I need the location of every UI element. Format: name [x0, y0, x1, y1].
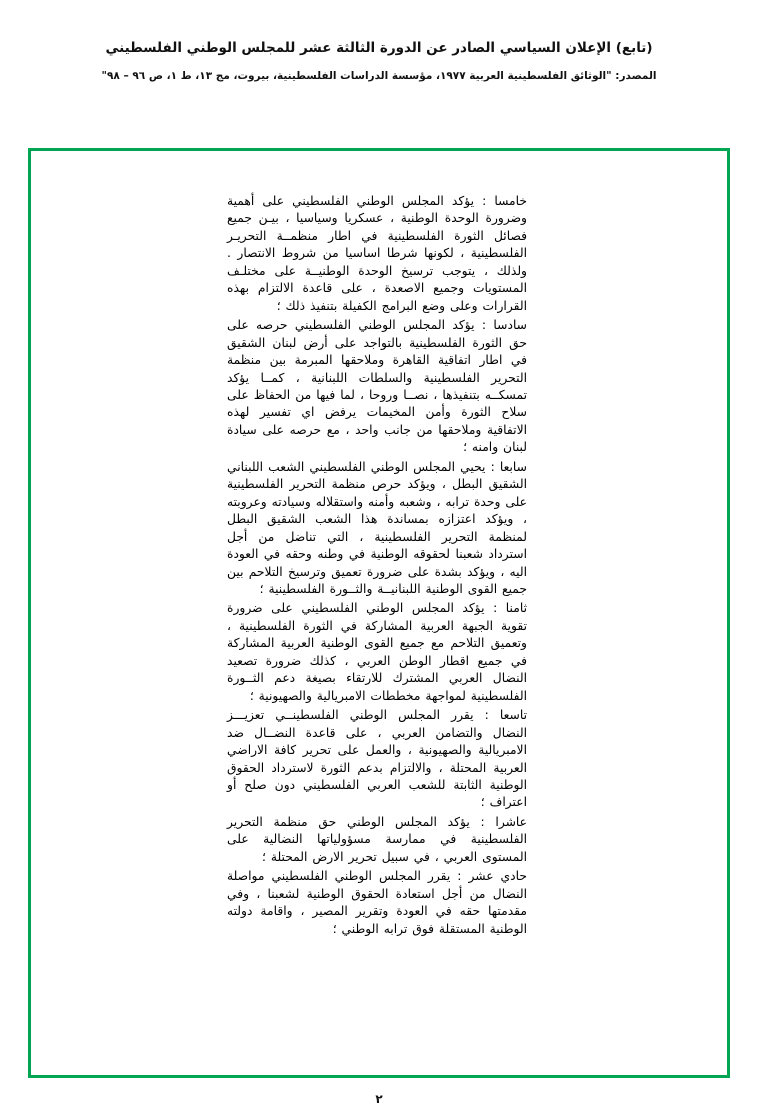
paragraph-eighth: ثامنا : يؤكد المجلس الوطني الفلسطيني على ضرورة تقوية الجبهة العربية المشاركة في الثورة الفلسطينية ، وتعميق التلاحم مع جميع القوى الوطنية العربية المشاركة في جميع اقطار الوطن العربي ، كذلك ضرورة تصعيد النضال العربي المشترك للارتقاء بصيغة دعم الثــورة الفلسطينية لمواجهة مخططات الامبريالية والصهيونية ؛	[227, 601, 527, 703]
paragraph-fifth: خامسا : يؤكد المجلس الوطني الفلسطيني على أهمية وضرورة الوحدة الوطنية ، عسكريا وسياسيا ، بيـن جميع فصائل الثورة الفلسطينية في اطار منظمــة التحريـر الفلسطينية ، لكونها شرطا اساسيا من شروط الانتصار . ولذلك ، يتوجب ترسيخ الوحدة الوطنيــة على مختلـف المستويات وجميع الاصعدة ، على قاعدة الالتزام بهذه القرارات وعلى وضع البرامج الكفيلة بتنفيذ ذلك ؛	[227, 194, 527, 313]
paragraph-ninth: تاسعا : يقرر المجلس الوطني الفلسطينــي تعزيـــز النضال والتضامن العربي ، على قاعدة النضــال ضد الامبريالية والصهيونية ، والعمل على تحرير كافة الاراضي العربية المحتلة ، والالتزام بدعم الثورة لاسترداد الحقوق الوطنية الثابتة للشعب العربي الفلسطيني دون صلح أو اعتراف ؛	[227, 708, 527, 810]
page-title: (تابع) الإعلان السياسي الصادر عن الدورة الثالثة عشر للمجلس الوطني الفلسطيني	[105, 40, 653, 56]
document-source: المصدر: "الوثائق الفلسطينية العربية ١٩٧٧، مؤسسة الدراسات الفلسطينية، بيروت، مج ١٣، ط ١، ص ٩٦ – ٩٨"	[101, 70, 657, 82]
paragraph-seventh: سابعا : يحيي المجلس الوطني الفلسطيني الشعب اللبناني الشقيق البطل ، ويؤكد حرص منظمة التحرير الفلسطينية على وحدة ترابه ، وشعبه وأمنه واستقلاله وسيادته وعروبته ، ويؤكد اعتزازه بمساندة هذا الشعب الشقيق البطل لمنظمة التحرير الفلسطينية ، التي تناضل من أجل استرداد شعبنا لحقوقه الوطنية في وطنه وحقه في العودة اليه ، ويؤكد بشدة على ضرورة تعميق وترسيخ التلاحم بين جميع القوى الوطنية اللبنانيــة والثــورة الفلسطينية ؛	[227, 459, 527, 596]
content-frame	[28, 148, 730, 1078]
page-number: ٢	[375, 1092, 383, 1106]
paragraph-sixth: سادسا : يؤكد المجلس الوطني الفلسطيني حرصه على حق الثورة الفلسطينية بالتواجد على أرض لبنان الشقيق في اطار اتفاقية القاهرة وملاحقها المبرمة بين منظمة التحرير الفلسطينية والسلطات اللبنانية ، كمــا يؤكد تمسكــه بتنفيذها ، نصــا وروحا ، لما فيها من الحفاظ على سلاح الثورة وأمن المخيمات يرفض اي تفسير لهذه الاتفاقية وملاحقها من جانب واحد ، مع حرصه على سيادة لبنان وامنه ؛	[227, 318, 527, 455]
paragraph-eleventh: حادي عشر : يقرر المجلس الوطني الفلسطيني مواصلة النضال من أجل استعادة الحقوق الوطنية لشعبنا ، وفي مقدمتها حقه في العودة وتقرير المصير ، واقامة دولته الوطنية المستقلة فوق ترابه الوطني ؛	[227, 869, 527, 936]
paragraph-tenth: عاشرا : يؤكد المجلس الوطني حق منظمة التحرير الفلسطينية في ممارسة مسؤولياتها النضالية على المستوى العربي ، في سبيل تحرير الارض المحتلة ؛	[227, 814, 527, 864]
body-text-column	[227, 193, 527, 940]
document-page	[0, 40, 758, 1118]
